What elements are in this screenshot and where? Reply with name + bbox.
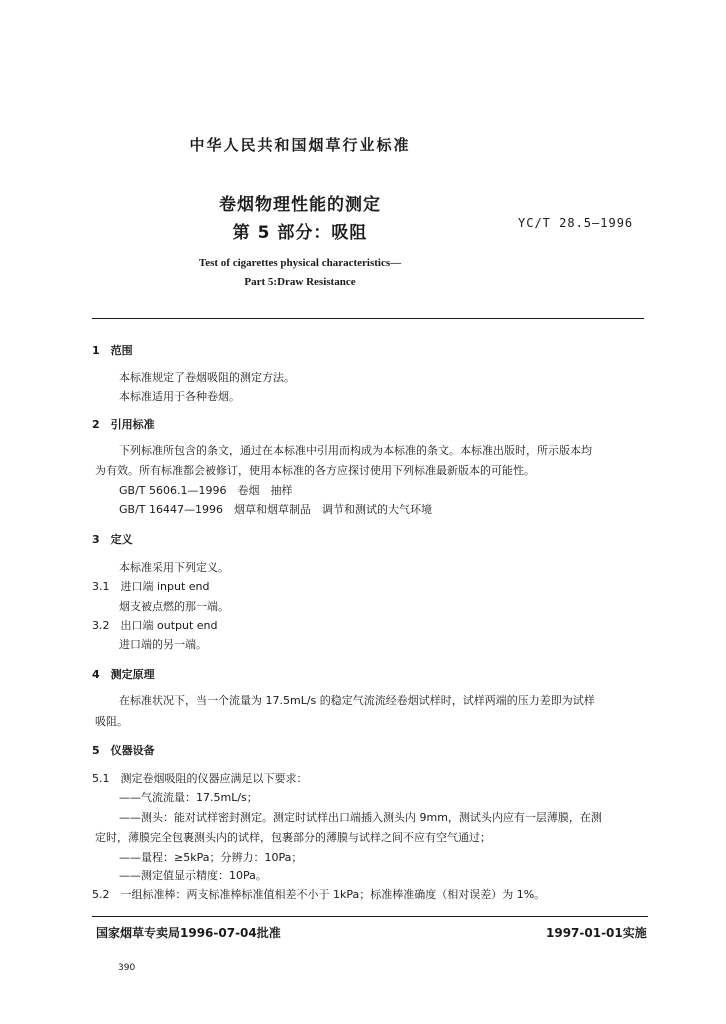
page-number: 390 <box>118 963 136 973</box>
list-item: ——测定值显示精度：10Pa。 <box>119 869 267 882</box>
section-5-heading: 5 仪器设备 <box>92 744 155 757</box>
english-title: Test of cigarettes physical characteristics— <box>198 257 402 269</box>
standard-category-header: 中华人民共和国烟草行业标准 <box>189 136 411 154</box>
list-item: ——气流流量：17.5mL/s； <box>119 791 258 804</box>
section-3-paragraph: 本标准采用下列定义。 <box>119 561 229 574</box>
english-subtitle: Part 5:Draw Resistance <box>244 276 356 288</box>
document-subtitle: 第 5 部分：吸阻 <box>232 223 368 243</box>
reference-item: GB/T 5606.1—1996 卷烟 抽样 <box>119 484 293 497</box>
footer-divider <box>92 916 648 917</box>
definition-text: 进口端的另一端。 <box>119 638 207 651</box>
section-2-paragraph: 下列标准所包含的条文，通过在本标准中引用而构成为本标准的条文。本标准出版时，所示版本均 <box>119 444 592 457</box>
section-4-heading: 4 测定原理 <box>92 668 155 681</box>
document-title: 卷烟物理性能的测定 <box>219 195 381 215</box>
reference-item: GB/T 16447—1996 烟草和烟草制品 调节和测试的大气环境 <box>119 503 432 516</box>
definition-term: 3.1 进口端 input end <box>92 580 210 593</box>
section-3-heading: 3 定义 <box>92 533 133 546</box>
section-2-heading: 2 引用标准 <box>92 418 155 431</box>
section-1-heading: 1 范围 <box>92 344 133 357</box>
list-item: ——测头：能对试样密封测定。测定时试样出口端插入测头内 9mm，测试头内应有一层薄膜，在测 <box>119 811 602 824</box>
clause-5-1: 5.1 测定卷烟吸阻的仪器应满足以下要求： <box>92 772 308 785</box>
clause-5-2: 5.2 一组标准棒：两支标准棒标准值相差不小于 1kPa；标准棒准确度（相对误差）为 1%。 <box>92 888 546 901</box>
list-item: ——量程：≥5kPa；分辨力：10Pa； <box>119 851 303 864</box>
implementation-date: 1997-01-01实施 <box>546 926 647 940</box>
list-item-continuation: 定时，薄膜完全包裹测头内的试样，包裹部分的薄膜与试样之间不应有空气通过； <box>95 831 491 844</box>
approval-date: 国家烟草专卖局1996-07-04批准 <box>96 926 281 940</box>
section-2-paragraph: 为有效。所有标准都会被修订，使用本标准的各方应探讨使用下列标准最新版本的可能性。 <box>95 464 535 477</box>
header-divider <box>92 318 644 319</box>
section-4-paragraph: 在标准状况下，当一个流量为 17.5mL/s 的稳定气流流经卷烟试样时，试样两端的压力差即为试样 <box>119 694 595 707</box>
section-4-paragraph: 吸阻。 <box>95 715 128 728</box>
section-1-paragraph: 本标准规定了卷烟吸阻的测定方法。 <box>119 371 295 384</box>
standard-code: YC/T 28.5—1996 <box>518 216 634 230</box>
definition-term: 3.2 出口端 output end <box>92 619 218 632</box>
definition-text: 烟支被点燃的那一端。 <box>119 600 229 613</box>
section-1-paragraph: 本标准适用于各种卷烟。 <box>119 390 240 403</box>
